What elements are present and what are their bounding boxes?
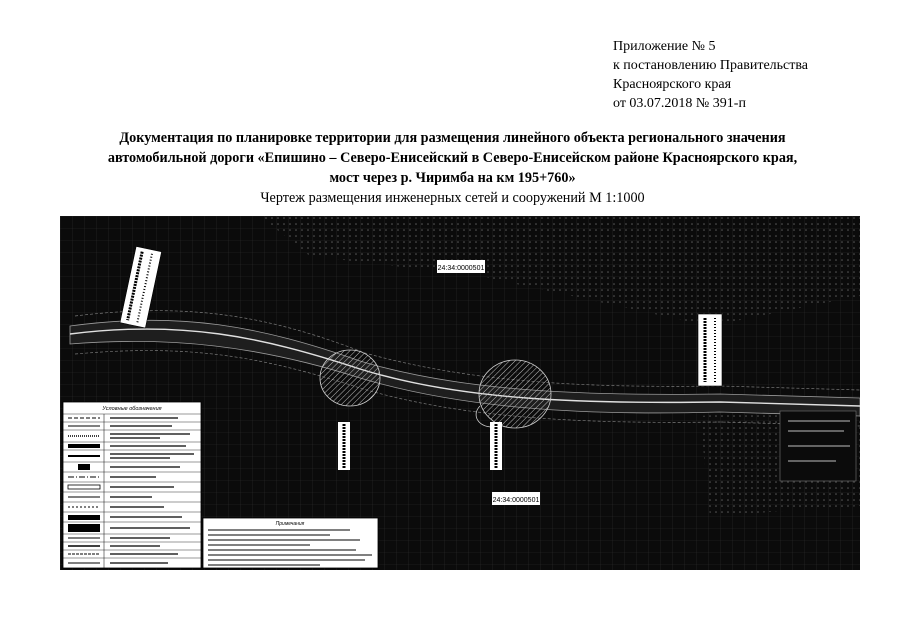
appendix-number: Приложение № 5 bbox=[613, 39, 716, 54]
notes-table bbox=[203, 518, 378, 568]
cadastral-label-top: 24:34:0000501 bbox=[437, 265, 485, 272]
document-title bbox=[40, 128, 865, 208]
legend-table bbox=[63, 402, 201, 568]
notes-heading: Примечания bbox=[275, 521, 305, 527]
title-line-3: мост через р. Чиримба на км 195+760» bbox=[329, 170, 576, 186]
appendix-resolution: к постановлению Правительства bbox=[613, 58, 809, 73]
appendix-header bbox=[613, 37, 808, 113]
title-line-1: Документация по планировке территории для размещения линейного объекта регионального значения bbox=[119, 130, 786, 146]
appendix-region: Красноярского края bbox=[613, 77, 732, 92]
legend-heading: Условные обозначения bbox=[102, 406, 162, 412]
cadastral-label-bottom: 24:34:0000501 bbox=[492, 497, 540, 504]
section-strip-right bbox=[698, 314, 722, 386]
section-strip-mid-right bbox=[490, 422, 502, 470]
appendix-date: от 03.07.2018 № 391-п bbox=[613, 96, 746, 111]
section-strip-mid-left bbox=[338, 422, 350, 470]
drawing-subtitle: Чертеж размещения инженерных сетей и сооружений М 1:1000 bbox=[260, 190, 645, 206]
title-line-2: автомобильной дороги «Епишино – Северо-Енисейский в Северо-Енисейском районе Красноярского края, bbox=[107, 150, 798, 166]
embankment-left bbox=[320, 350, 380, 406]
engineering-drawing bbox=[60, 216, 860, 570]
